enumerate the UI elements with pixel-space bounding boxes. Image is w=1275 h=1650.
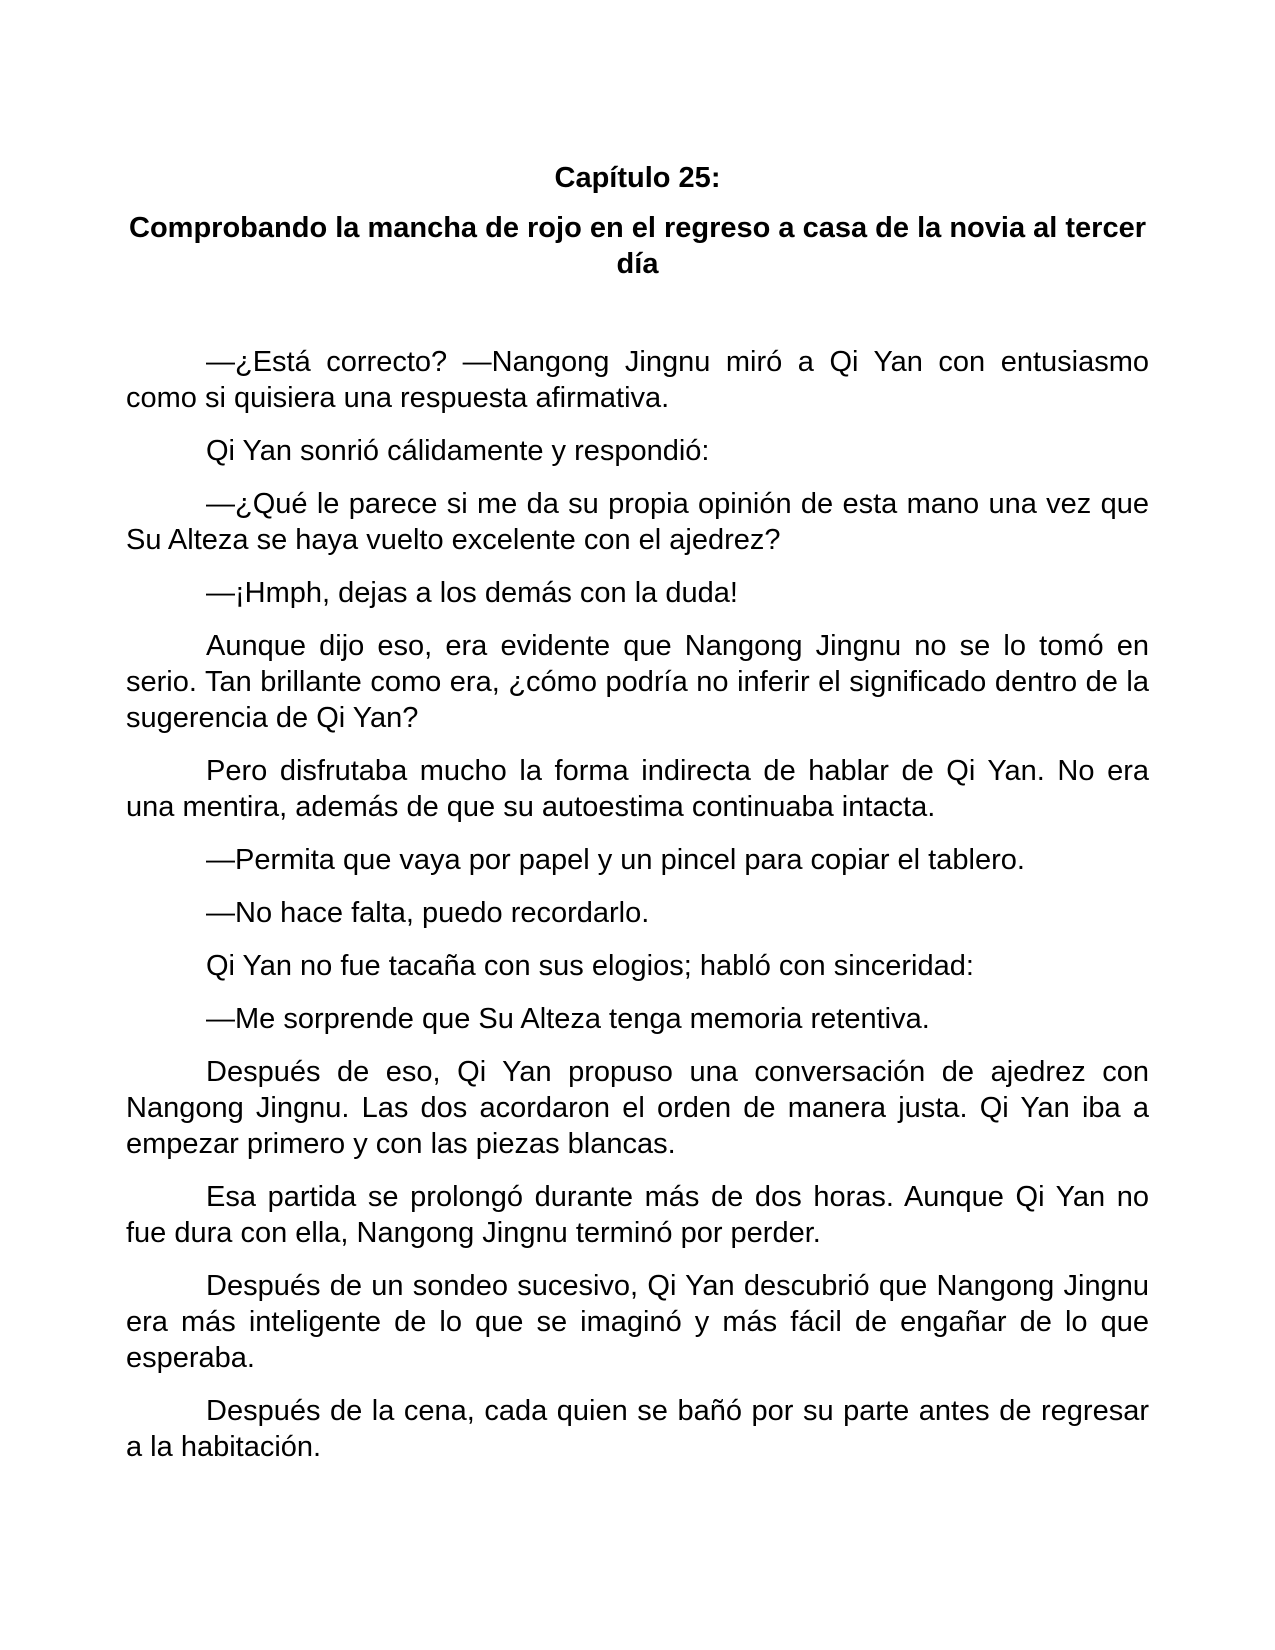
paragraph: —¿Está correcto? —Nangong Jingnu miró a Qi Yan con entusiasmo como si quisiera una respuesta afirmativa. bbox=[126, 346, 1149, 414]
paragraph: Después de la cena, cada quien se bañó por su parte antes de regresar a la habitación. bbox=[126, 1395, 1149, 1463]
paragraph: —Me sorprende que Su Alteza tenga memoria retentiva. bbox=[206, 1003, 930, 1035]
paragraph: Aunque dijo eso, era evidente que Nangong Jingnu no se lo tomó en serio. Tan brillante como era, ¿cómo podría no inferir el significado dentro de la sugerencia de Qi Yan? bbox=[126, 630, 1149, 734]
paragraph: Después de eso, Qi Yan propuso una conversación de ajedrez con Nangong Jingnu. Las dos acordaron el orden de manera justa. Qi Yan iba a empezar primero y con las piezas blancas. bbox=[126, 1056, 1149, 1160]
paragraph: Esa partida se prolongó durante más de dos horas. Aunque Qi Yan no fue dura con ella, Nangong Jingnu terminó por perder. bbox=[126, 1181, 1149, 1249]
paragraph: —No hace falta, puedo recordarlo. bbox=[206, 897, 650, 929]
paragraph: —¡Hmph, dejas a los demás con la duda! bbox=[206, 577, 738, 609]
paragraph: Después de un sondeo sucesivo, Qi Yan descubrió que Nangong Jingnu era más inteligente de lo que se imaginó y más fácil de engañar de lo que esperaba. bbox=[126, 1270, 1149, 1374]
paragraph: —Permita que vaya por papel y un pincel para copiar el tablero. bbox=[206, 844, 1025, 876]
paragraph: Qi Yan sonrió cálidamente y respondió: bbox=[206, 435, 710, 467]
paragraph: Pero disfrutaba mucho la forma indirecta de hablar de Qi Yan. No era una mentira, además de que su autoestima continuaba intacta. bbox=[126, 755, 1149, 823]
paragraph: —¿Qué le parece si me da su propia opinión de esta mano una vez que Su Alteza se haya vuelto excelente con el ajedrez? bbox=[126, 488, 1149, 556]
body-text bbox=[126, 344, 1149, 1465]
chapter-title: Comprobando la mancha de rojo en el regreso a casa de la novia al tercer día bbox=[129, 212, 1146, 280]
chapter-number: Capítulo 25: bbox=[554, 162, 721, 194]
paragraph: Qi Yan no fue tacaña con sus elogios; habló con sinceridad: bbox=[206, 950, 974, 982]
